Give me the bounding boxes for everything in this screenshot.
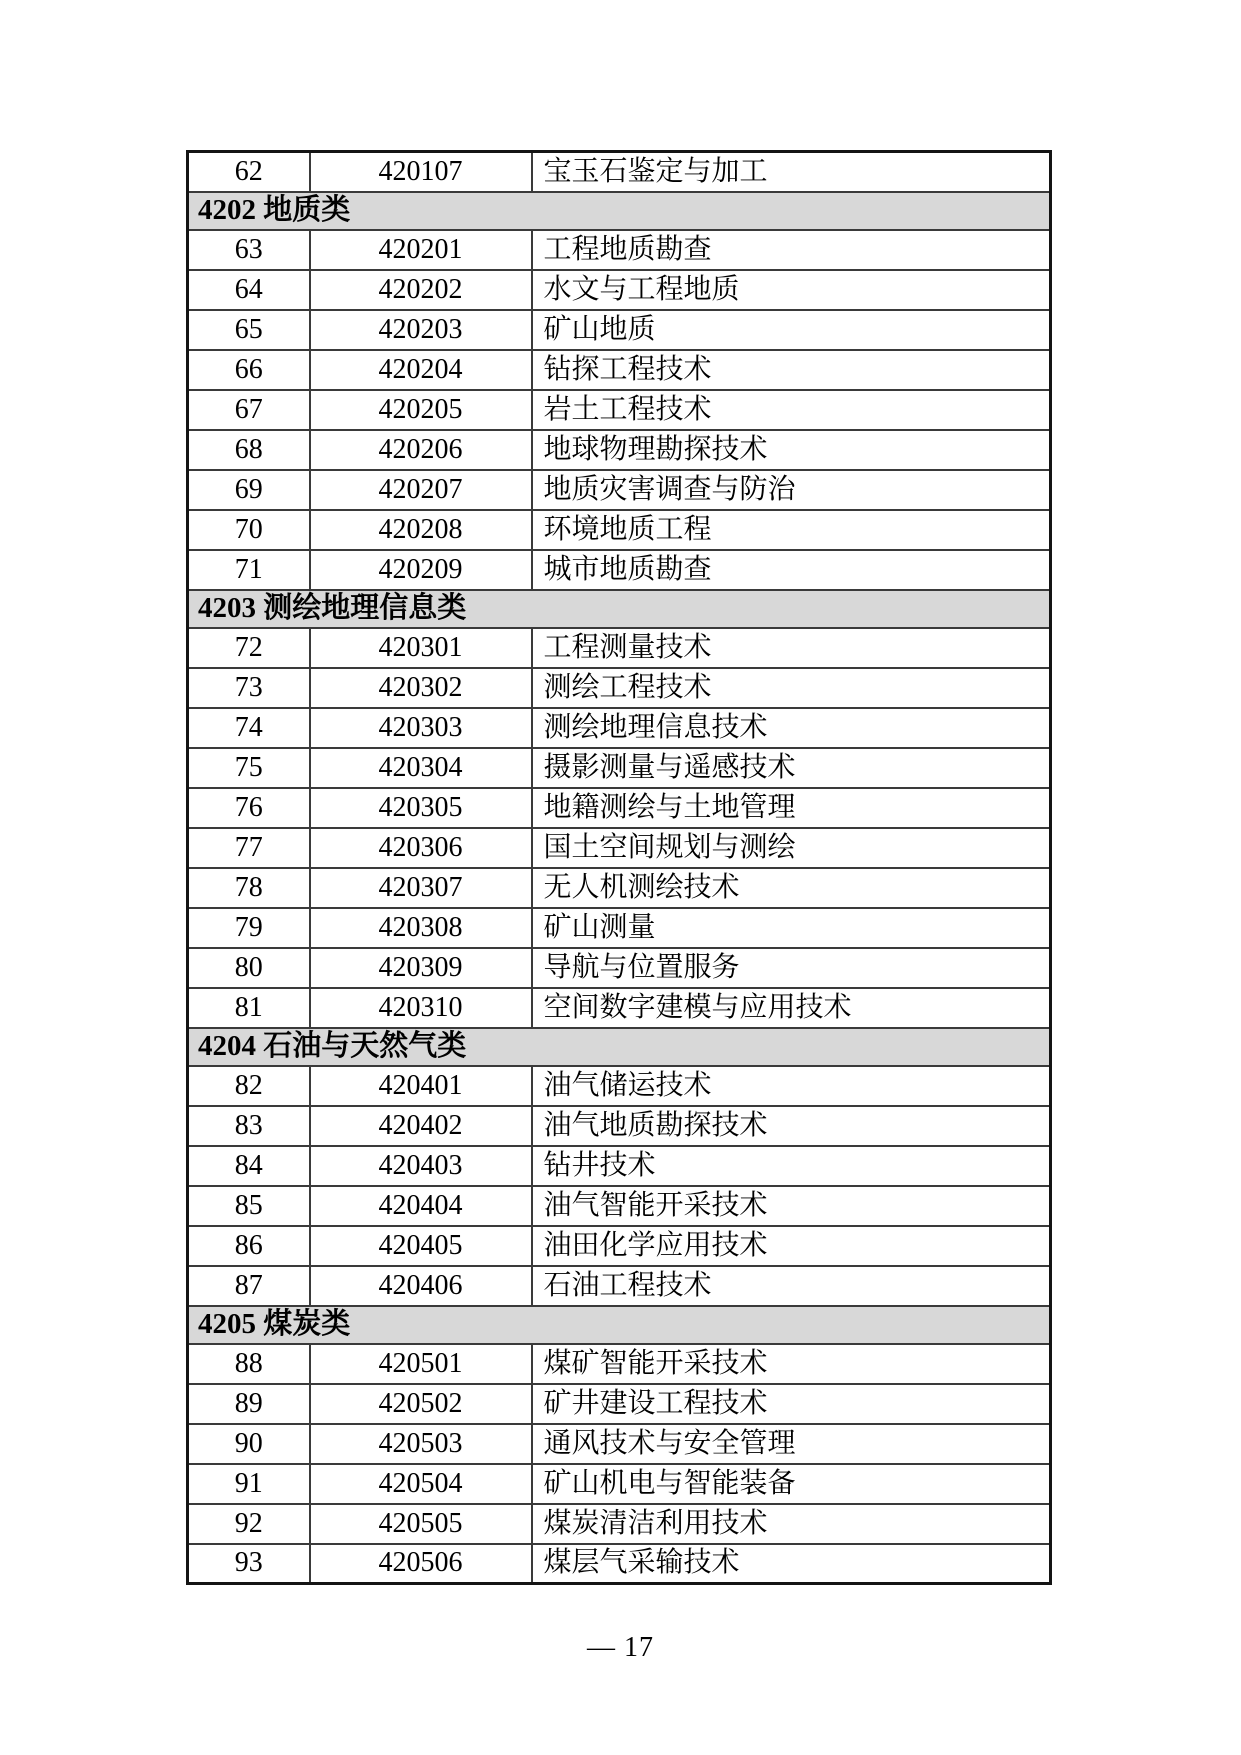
table-row [188,152,1051,192]
table-row [188,470,1051,510]
row-name-cell: 地籍测绘与土地管理 [532,788,1051,828]
row-code-cell: 420406 [310,1266,532,1306]
row-code-cell: 420307 [310,868,532,908]
row-name-cell: 地球物理勘探技术 [532,430,1051,470]
row-code-cell: 420204 [310,350,532,390]
row-seq-cell: 67 [188,390,310,430]
row-code-cell: 420403 [310,1146,532,1186]
row-name-cell: 油气地质勘探技术 [532,1106,1051,1146]
section-header-row [188,590,1051,628]
row-seq-cell: 88 [188,1344,310,1384]
table-row [188,1544,1051,1584]
row-name-cell: 通风技术与安全管理 [532,1424,1051,1464]
table-row [188,430,1051,470]
row-name-cell: 钻井技术 [532,1146,1051,1186]
table-row [188,550,1051,590]
row-code-cell: 420310 [310,988,532,1028]
row-name-cell: 宝玉石鉴定与加工 [532,152,1051,192]
row-name-cell: 测绘地理信息技术 [532,708,1051,748]
row-seq-cell: 80 [188,948,310,988]
row-name-cell: 煤矿智能开采技术 [532,1344,1051,1384]
table-row [188,988,1051,1028]
row-code-cell: 420301 [310,628,532,668]
row-seq-cell: 79 [188,908,310,948]
section-header-row [188,1028,1051,1066]
table-row [188,1504,1051,1544]
row-seq-cell: 87 [188,1266,310,1306]
table-row [188,1106,1051,1146]
row-seq-cell: 74 [188,708,310,748]
table-row [188,748,1051,788]
row-code-cell: 420303 [310,708,532,748]
row-seq-cell: 72 [188,628,310,668]
table-row [188,390,1051,430]
row-code-cell: 420309 [310,948,532,988]
row-seq-cell: 65 [188,310,310,350]
row-name-cell: 油田化学应用技术 [532,1226,1051,1266]
row-seq-cell: 63 [188,230,310,270]
table-row [188,948,1051,988]
section-header-row [188,192,1051,230]
row-seq-cell: 89 [188,1384,310,1424]
row-name-cell: 岩土工程技术 [532,390,1051,430]
section-header-row [188,1306,1051,1344]
row-code-cell: 420405 [310,1226,532,1266]
section-header-label: 4205 煤炭类 [188,1306,1051,1344]
row-name-cell: 环境地质工程 [532,510,1051,550]
row-name-cell: 水文与工程地质 [532,270,1051,310]
row-code-cell: 420502 [310,1384,532,1424]
table-row [188,510,1051,550]
row-code-cell: 420107 [310,152,532,192]
table-row [188,230,1051,270]
row-code-cell: 420506 [310,1544,532,1584]
row-code-cell: 420304 [310,748,532,788]
row-seq-cell: 84 [188,1146,310,1186]
table-row [188,668,1051,708]
table-row [188,270,1051,310]
row-seq-cell: 91 [188,1464,310,1504]
row-code-cell: 420306 [310,828,532,868]
row-code-cell: 420302 [310,668,532,708]
table-row [188,788,1051,828]
row-code-cell: 420205 [310,390,532,430]
row-code-cell: 420206 [310,430,532,470]
section-header-label: 4203 测绘地理信息类 [188,590,1051,628]
row-seq-cell: 73 [188,668,310,708]
table-row [188,1186,1051,1226]
row-name-cell: 矿山地质 [532,310,1051,350]
table-row [188,1146,1051,1186]
row-name-cell: 油气智能开采技术 [532,1186,1051,1226]
table-row [188,1226,1051,1266]
row-name-cell: 摄影测量与遥感技术 [532,748,1051,788]
row-name-cell: 城市地质勘查 [532,550,1051,590]
row-code-cell: 420308 [310,908,532,948]
row-seq-cell: 92 [188,1504,310,1544]
section-header-label: 4202 地质类 [188,192,1051,230]
row-seq-cell: 69 [188,470,310,510]
major-codes-table [186,150,1052,1585]
row-name-cell: 国土空间规划与测绘 [532,828,1051,868]
row-name-cell: 空间数字建模与应用技术 [532,988,1051,1028]
row-name-cell: 测绘工程技术 [532,668,1051,708]
row-code-cell: 420404 [310,1186,532,1226]
row-name-cell: 煤层气采输技术 [532,1544,1051,1584]
row-name-cell: 油气储运技术 [532,1066,1051,1106]
row-code-cell: 420505 [310,1504,532,1544]
row-code-cell: 420208 [310,510,532,550]
row-code-cell: 420305 [310,788,532,828]
row-code-cell: 420203 [310,310,532,350]
table-row [188,828,1051,868]
row-name-cell: 导航与位置服务 [532,948,1051,988]
row-seq-cell: 90 [188,1424,310,1464]
table-row [188,310,1051,350]
row-code-cell: 420202 [310,270,532,310]
row-seq-cell: 76 [188,788,310,828]
row-name-cell: 无人机测绘技术 [532,868,1051,908]
row-name-cell: 矿井建设工程技术 [532,1384,1051,1424]
row-seq-cell: 83 [188,1106,310,1146]
row-seq-cell: 86 [188,1226,310,1266]
row-code-cell: 420209 [310,550,532,590]
row-name-cell: 工程测量技术 [532,628,1051,668]
row-code-cell: 420504 [310,1464,532,1504]
row-name-cell: 矿山测量 [532,908,1051,948]
row-seq-cell: 77 [188,828,310,868]
row-seq-cell: 66 [188,350,310,390]
row-seq-cell: 70 [188,510,310,550]
row-code-cell: 420207 [310,470,532,510]
row-seq-cell: 62 [188,152,310,192]
row-name-cell: 钻探工程技术 [532,350,1051,390]
row-name-cell: 石油工程技术 [532,1266,1051,1306]
page-number: — 17 [587,1632,654,1663]
row-seq-cell: 78 [188,868,310,908]
row-seq-cell: 68 [188,430,310,470]
row-name-cell: 工程地质勘查 [532,230,1051,270]
row-code-cell: 420501 [310,1344,532,1384]
row-seq-cell: 81 [188,988,310,1028]
table-row [188,908,1051,948]
table-row [188,628,1051,668]
row-code-cell: 420201 [310,230,532,270]
row-code-cell: 420402 [310,1106,532,1146]
row-seq-cell: 82 [188,1066,310,1106]
row-name-cell: 地质灾害调查与防治 [532,470,1051,510]
table-row [188,868,1051,908]
row-seq-cell: 93 [188,1544,310,1584]
table-row [188,1464,1051,1504]
table-row [188,1384,1051,1424]
table-row [188,1344,1051,1384]
table-row [188,1066,1051,1106]
table-row [188,1424,1051,1464]
row-name-cell: 煤炭清洁利用技术 [532,1504,1051,1544]
row-seq-cell: 75 [188,748,310,788]
row-name-cell: 矿山机电与智能装备 [532,1464,1051,1504]
section-header-label: 4204 石油与天然气类 [188,1028,1051,1066]
table-row [188,708,1051,748]
row-seq-cell: 85 [188,1186,310,1226]
row-seq-cell: 71 [188,550,310,590]
row-seq-cell: 64 [188,270,310,310]
table-row [188,350,1051,390]
table-row [188,1266,1051,1306]
row-code-cell: 420401 [310,1066,532,1106]
row-code-cell: 420503 [310,1424,532,1464]
